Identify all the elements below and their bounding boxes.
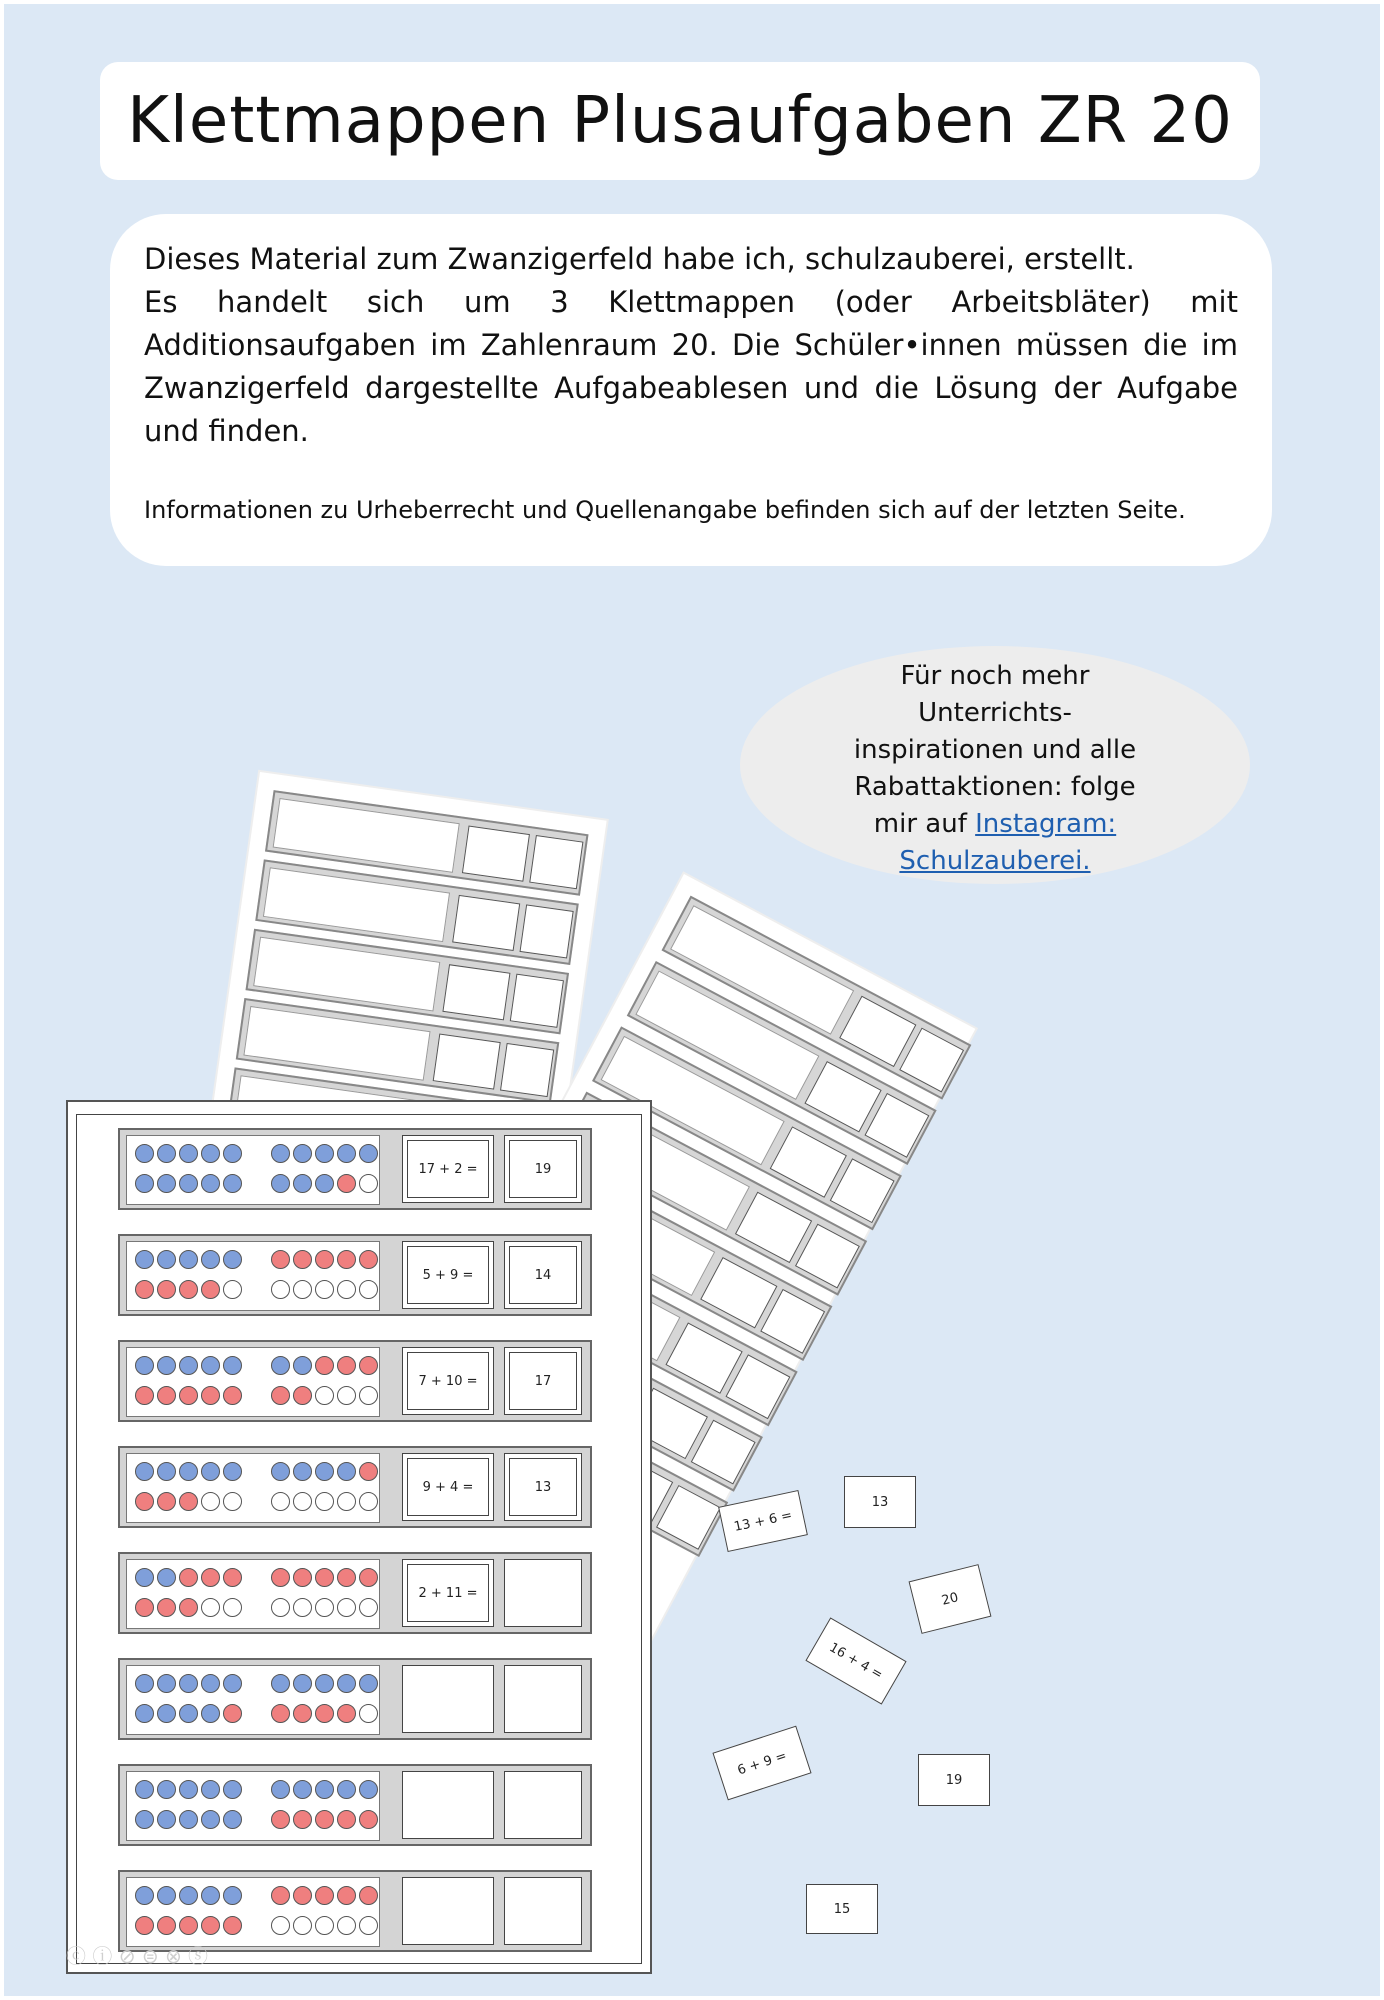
blue-dot: [271, 1674, 290, 1693]
red-dot: [293, 1568, 312, 1587]
empty-dot: [271, 1598, 290, 1617]
blue-dot: [157, 1174, 176, 1193]
blue-dot: [337, 1144, 356, 1163]
answer-box: [510, 974, 564, 1028]
worksheet-row: [118, 1552, 592, 1634]
red-dot: [293, 1386, 312, 1405]
red-dot: [223, 1568, 242, 1587]
worksheet-row: [118, 1658, 592, 1740]
equation-box: [770, 1126, 847, 1197]
instagram-bubble: [740, 646, 1250, 884]
empty-dot: [293, 1598, 312, 1617]
worksheet-row: [118, 1446, 592, 1528]
equation-text: 17 + 2 =: [418, 1161, 478, 1177]
equation-box[interactable]: [402, 1347, 494, 1415]
answer-box[interactable]: [504, 1135, 582, 1203]
blue-dot: [337, 1462, 356, 1481]
page: [4, 4, 1380, 1996]
blue-dot: [315, 1174, 334, 1193]
red-dot: [337, 1886, 356, 1905]
empty-dot: [293, 1280, 312, 1299]
blue-dot: [135, 1462, 154, 1481]
red-dot: [157, 1280, 176, 1299]
blue-dot: [157, 1780, 176, 1799]
answer-box[interactable]: [504, 1665, 582, 1733]
blue-dot: [201, 1810, 220, 1829]
blue-dot: [337, 1674, 356, 1693]
blue-dot: [359, 1780, 378, 1799]
empty-dot: [315, 1386, 334, 1405]
blue-dot: [201, 1704, 220, 1723]
red-dot: [271, 1568, 290, 1587]
red-dot: [315, 1704, 334, 1723]
twenty-frame: [126, 1877, 380, 1947]
empty-dot: [337, 1386, 356, 1405]
equation-text: 2 + 11 =: [418, 1585, 478, 1601]
blue-dot: [223, 1674, 242, 1693]
blue-dot: [179, 1144, 198, 1163]
equation-box[interactable]: [402, 1665, 494, 1733]
red-dot: [337, 1250, 356, 1269]
red-dot: [179, 1492, 198, 1511]
twenty-frame: [273, 798, 460, 873]
red-dot: [223, 1386, 242, 1405]
empty-dot: [293, 1916, 312, 1935]
red-dot: [179, 1916, 198, 1935]
red-dot: [315, 1356, 334, 1375]
red-dot: [293, 1886, 312, 1905]
answer-box[interactable]: [504, 1877, 582, 1945]
equation-box: [735, 1192, 812, 1263]
red-dot: [337, 1704, 356, 1723]
blue-dot: [293, 1780, 312, 1799]
empty-dot: [359, 1280, 378, 1299]
equation-box[interactable]: [402, 1241, 494, 1309]
blue-dot: [271, 1174, 290, 1193]
bubble-message: Für noch mehr Unterrichts-inspirationen und alle Rabattaktionen: folge mir auf: [853, 661, 1137, 839]
red-dot: [157, 1386, 176, 1405]
red-dot: [201, 1280, 220, 1299]
empty-dot: [223, 1598, 242, 1617]
red-dot: [201, 1916, 220, 1935]
empty-dot: [315, 1598, 334, 1617]
twenty-frame: [263, 867, 450, 942]
empty-dot: [315, 1916, 334, 1935]
answer-box: [519, 904, 573, 958]
blue-dot: [293, 1144, 312, 1163]
answer-box[interactable]: [504, 1771, 582, 1839]
red-dot: [359, 1356, 378, 1375]
red-dot: [315, 1810, 334, 1829]
answer-text: 19: [534, 1161, 552, 1177]
blue-dot: [293, 1674, 312, 1693]
blue-dot: [223, 1886, 242, 1905]
copyright-info: Informationen zu Urheberrecht und Quellenangabe befinden sich auf der letzten Seite.: [144, 496, 1186, 524]
blue-dot: [201, 1886, 220, 1905]
red-dot: [179, 1280, 198, 1299]
red-dot: [315, 1250, 334, 1269]
twenty-frame: [126, 1665, 380, 1735]
blue-dot: [201, 1780, 220, 1799]
red-dot: [337, 1810, 356, 1829]
twenty-frame: [243, 1006, 430, 1081]
blue-dot: [135, 1250, 154, 1269]
description-text: [144, 238, 1238, 453]
blue-dot: [135, 1780, 154, 1799]
equation-box: [700, 1257, 777, 1328]
equation-box: [804, 1061, 881, 1132]
red-dot: [315, 1886, 334, 1905]
answer-text: 17: [534, 1373, 552, 1389]
red-dot: [271, 1810, 290, 1829]
red-dot: [179, 1568, 198, 1587]
blue-dot: [223, 1810, 242, 1829]
answer-text: 13: [534, 1479, 552, 1495]
red-dot: [135, 1492, 154, 1511]
equation-box[interactable]: [402, 1559, 494, 1627]
empty-dot: [223, 1280, 242, 1299]
blue-dot: [157, 1704, 176, 1723]
red-dot: [359, 1886, 378, 1905]
blue-dot: [315, 1462, 334, 1481]
blue-dot: [271, 1780, 290, 1799]
blue-dot: [179, 1356, 198, 1375]
twenty-frame: [126, 1241, 380, 1311]
empty-dot: [359, 1704, 378, 1723]
blue-dot: [201, 1462, 220, 1481]
equation-box: [452, 895, 520, 951]
empty-dot: [271, 1280, 290, 1299]
blue-dot: [157, 1144, 176, 1163]
card-answer[interactable]: 13: [844, 1476, 916, 1528]
blue-dot: [135, 1886, 154, 1905]
blue-dot: [157, 1810, 176, 1829]
empty-dot: [337, 1598, 356, 1617]
equation-box: [442, 964, 510, 1020]
red-dot: [271, 1386, 290, 1405]
twenty-frame: [126, 1135, 380, 1205]
card-equation[interactable]: 13 + 6 =: [718, 1490, 808, 1552]
blue-dot: [179, 1780, 198, 1799]
red-dot: [201, 1386, 220, 1405]
blue-dot: [223, 1462, 242, 1481]
blue-dot: [223, 1250, 242, 1269]
red-dot: [271, 1704, 290, 1723]
blue-dot: [223, 1144, 242, 1163]
answer-box[interactable]: [504, 1453, 582, 1521]
red-dot: [315, 1568, 334, 1587]
red-dot: [293, 1810, 312, 1829]
blue-dot: [201, 1174, 220, 1193]
blue-dot: [179, 1704, 198, 1723]
twenty-frame: [253, 937, 440, 1012]
twenty-frame: [126, 1347, 380, 1417]
blue-dot: [135, 1174, 154, 1193]
red-dot: [157, 1598, 176, 1617]
empty-dot: [337, 1916, 356, 1935]
red-dot: [179, 1386, 198, 1405]
card-equation[interactable]: 16 + 4 =: [805, 1617, 906, 1704]
card-answer[interactable]: 20: [909, 1564, 992, 1634]
empty-dot: [293, 1492, 312, 1511]
empty-dot: [223, 1492, 242, 1511]
equation-text: 7 + 10 =: [418, 1373, 478, 1389]
title-box: [100, 62, 1260, 180]
red-dot: [201, 1568, 220, 1587]
equation-text: 5 + 9 =: [422, 1267, 474, 1283]
license-icons: ⓒ ⓘ ⊘ ⊜ ⊗ ⓢ: [66, 1944, 209, 1968]
twenty-frame: [126, 1559, 380, 1629]
blue-dot: [315, 1780, 334, 1799]
red-dot: [337, 1356, 356, 1375]
page-title: Klettmappen Plusaufgaben ZR 20: [127, 84, 1233, 158]
blue-dot: [157, 1462, 176, 1481]
twenty-frame: [126, 1453, 380, 1523]
blue-dot: [135, 1144, 154, 1163]
red-dot: [179, 1598, 198, 1617]
blue-dot: [359, 1674, 378, 1693]
blue-dot: [179, 1174, 198, 1193]
blue-dot: [271, 1356, 290, 1375]
answer-text: 14: [534, 1267, 552, 1283]
description-line-1: Dieses Material zum Zwanzigerfeld habe ich, schulzauberei, erstellt.: [144, 242, 1135, 276]
description-box: [110, 214, 1272, 566]
red-dot: [359, 1810, 378, 1829]
red-dot: [337, 1568, 356, 1587]
red-dot: [135, 1386, 154, 1405]
equation-box: [433, 1034, 501, 1090]
instagram-link[interactable]: Instagram: Schulzauberei.: [899, 809, 1117, 876]
red-dot: [293, 1250, 312, 1269]
equation-box[interactable]: [402, 1877, 494, 1945]
blue-dot: [201, 1250, 220, 1269]
red-dot: [223, 1704, 242, 1723]
red-dot: [223, 1916, 242, 1935]
card-equation[interactable]: 6 + 9 =: [712, 1726, 811, 1801]
blue-dot: [223, 1780, 242, 1799]
blue-dot: [135, 1704, 154, 1723]
blue-dot: [337, 1780, 356, 1799]
blue-dot: [223, 1356, 242, 1375]
empty-dot: [359, 1492, 378, 1511]
card-answer[interactable]: 15: [806, 1884, 878, 1934]
blue-dot: [271, 1462, 290, 1481]
worksheet-row: [118, 1340, 592, 1422]
answer-box[interactable]: [504, 1241, 582, 1309]
worksheet-row: [118, 1128, 592, 1210]
equation-box: [839, 996, 916, 1067]
red-dot: [157, 1492, 176, 1511]
blue-dot: [157, 1356, 176, 1375]
answer-box[interactable]: [504, 1347, 582, 1415]
equation-box[interactable]: [402, 1771, 494, 1839]
equation-text: 9 + 4 =: [422, 1479, 474, 1495]
blue-dot: [223, 1174, 242, 1193]
answer-box[interactable]: [504, 1559, 582, 1627]
blue-dot: [135, 1356, 154, 1375]
red-dot: [359, 1568, 378, 1587]
answer-box: [500, 1043, 554, 1097]
blue-dot: [293, 1174, 312, 1193]
empty-dot: [315, 1280, 334, 1299]
blue-dot: [179, 1810, 198, 1829]
blue-dot: [201, 1674, 220, 1693]
blue-dot: [179, 1250, 198, 1269]
blue-dot: [315, 1674, 334, 1693]
worksheet-row: [118, 1234, 592, 1316]
blue-dot: [135, 1674, 154, 1693]
empty-dot: [201, 1598, 220, 1617]
red-dot: [157, 1916, 176, 1935]
red-dot: [271, 1250, 290, 1269]
answer-box: [529, 835, 583, 889]
blue-dot: [271, 1144, 290, 1163]
bubble-text: [840, 658, 1150, 880]
description-line-2: Es handelt sich um 3 Klettmappen (oder Arbeitsbläter) mit Additionsaufgaben im Zahlenraum 20. Die Schüler•innen müssen die im Zwanzigerfeld dargestellte Aufgabeablesen und die Lösung der Aufgabe und finden.: [144, 285, 1238, 448]
blue-dot: [201, 1144, 220, 1163]
blue-dot: [293, 1462, 312, 1481]
card-answer[interactable]: 19: [918, 1754, 990, 1806]
red-dot: [359, 1462, 378, 1481]
empty-dot: [271, 1916, 290, 1935]
blue-dot: [179, 1674, 198, 1693]
red-dot: [135, 1916, 154, 1935]
blue-dot: [157, 1568, 176, 1587]
empty-dot: [359, 1916, 378, 1935]
empty-dot: [201, 1492, 220, 1511]
blue-dot: [179, 1886, 198, 1905]
worksheet-front: [66, 1100, 652, 1974]
empty-dot: [359, 1386, 378, 1405]
blue-dot: [179, 1462, 198, 1481]
blue-dot: [135, 1568, 154, 1587]
worksheet-row: [118, 1764, 592, 1846]
blue-dot: [293, 1356, 312, 1375]
twenty-frame: [126, 1771, 380, 1841]
empty-dot: [337, 1280, 356, 1299]
empty-dot: [359, 1598, 378, 1617]
blue-dot: [157, 1886, 176, 1905]
red-dot: [135, 1280, 154, 1299]
equation-box[interactable]: [402, 1135, 494, 1203]
empty-dot: [315, 1492, 334, 1511]
red-dot: [337, 1174, 356, 1193]
empty-dot: [337, 1492, 356, 1511]
blue-dot: [359, 1144, 378, 1163]
blue-dot: [135, 1810, 154, 1829]
equation-box[interactable]: [402, 1453, 494, 1521]
blue-dot: [157, 1674, 176, 1693]
red-dot: [359, 1250, 378, 1269]
equation-box: [665, 1322, 742, 1393]
red-dot: [271, 1886, 290, 1905]
red-dot: [293, 1704, 312, 1723]
equation-box: [462, 826, 530, 882]
empty-dot: [359, 1174, 378, 1193]
empty-dot: [271, 1492, 290, 1511]
blue-dot: [201, 1356, 220, 1375]
red-dot: [135, 1598, 154, 1617]
blue-dot: [157, 1250, 176, 1269]
blue-dot: [315, 1144, 334, 1163]
